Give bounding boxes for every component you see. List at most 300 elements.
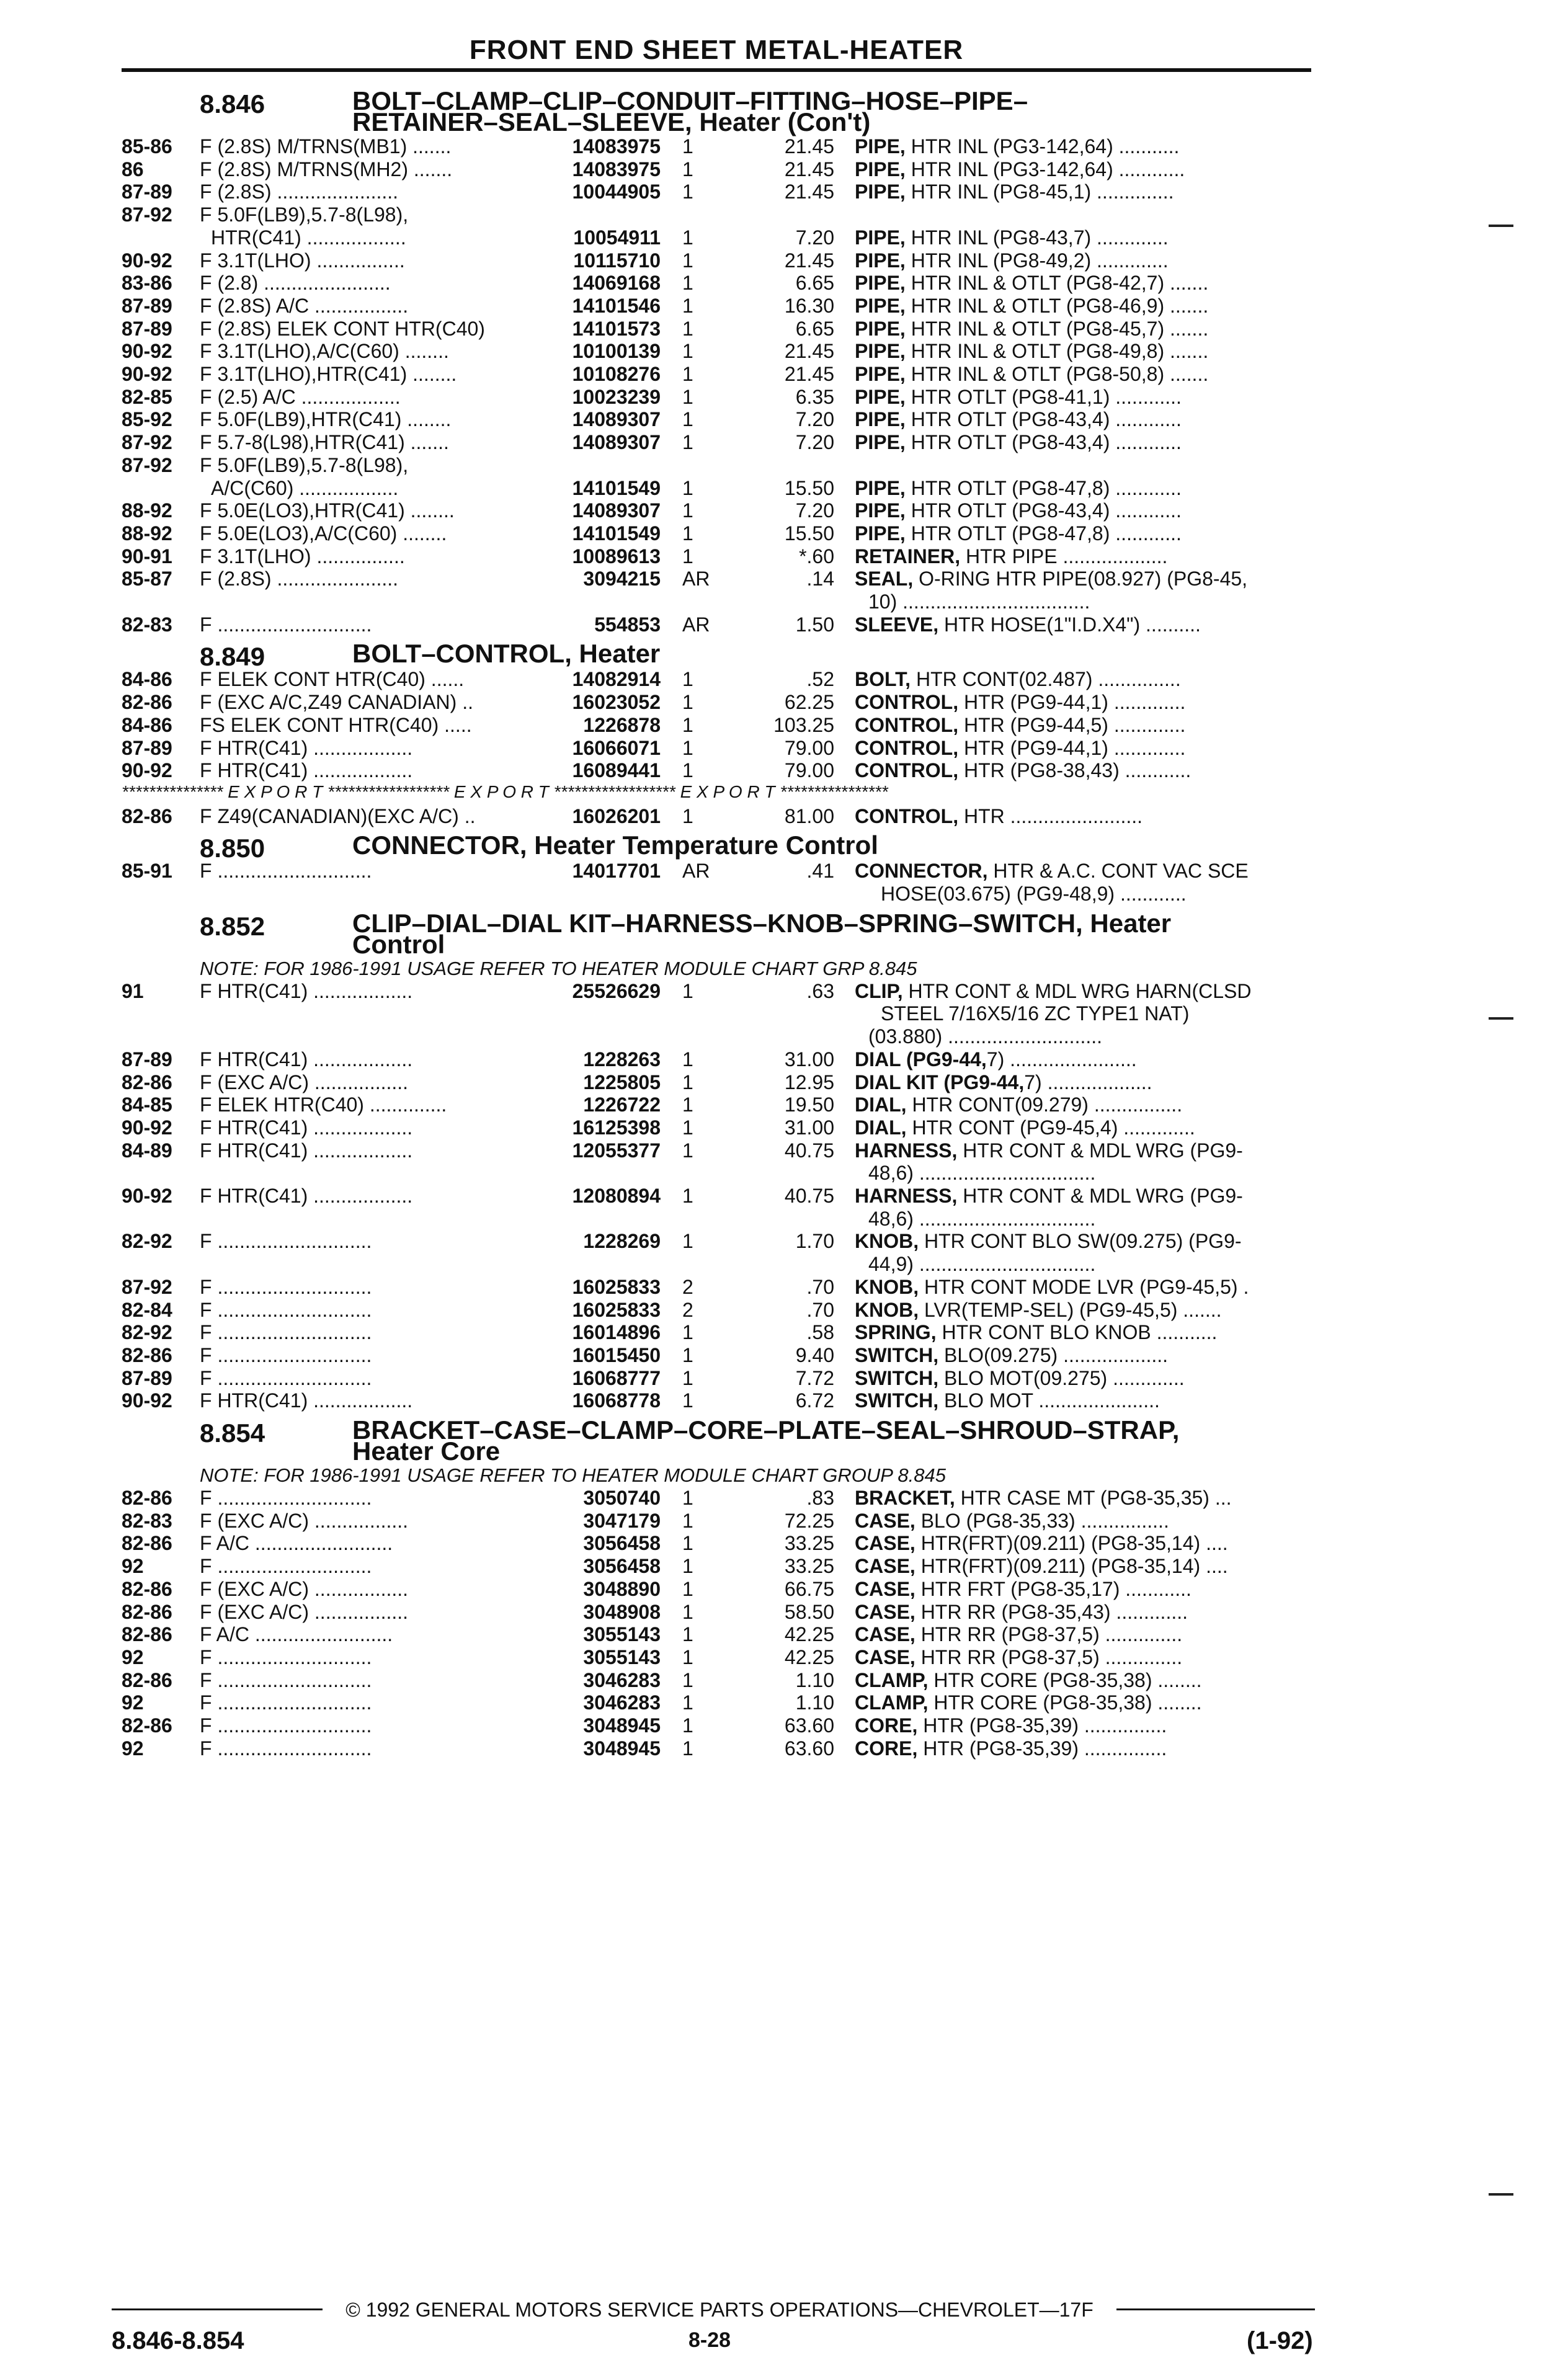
part-description: CONTROL, HTR (PG9-44,1) ............. [855,736,1186,759]
quantity: AR [682,860,710,883]
part-row [0,1646,1568,1668]
application: F HTR(C41) .................. [200,1048,413,1071]
part-description: CASE, HTR RR (PG8-37,5) .............. [855,1623,1183,1646]
quantity: 1 [682,317,693,340]
price: 21.45 [784,135,834,158]
part-row [0,249,1568,272]
part-description: KNOB, HTR CONT MODE LVR (PG9-45,5) . [855,1275,1249,1298]
part-number: 1225805 [583,1071,661,1093]
part-number: 14069168 [572,272,661,295]
part-description: PIPE, HTR OTLT (PG8-43,4) ............ [855,431,1182,454]
section-title-continued: Control [352,929,445,959]
application: F ............................ [200,1366,372,1389]
margin-tick-mark [1489,1017,1513,1020]
model-years: 82-83 [122,613,172,636]
application: F ............................ [200,1714,372,1737]
part-row [0,1487,1568,1509]
section-title: BOLT–CONTROL, Heater [352,639,661,669]
price: 21.45 [784,363,834,385]
model-years: 87-89 [122,736,172,759]
part-number: 14089307 [572,431,661,454]
part-number: 1226722 [583,1093,661,1116]
application: F (2.8S) ELEK CONT HTR(C40) [200,317,485,340]
part-number: 14089307 [572,499,661,522]
section-number: 8.852 [200,911,265,941]
model-years: 90-92 [122,759,172,782]
quantity: 2 [682,1275,693,1298]
footer-edition: (1-92) [1247,2327,1313,2354]
part-row [0,180,1568,203]
part-description: CORE, HTR (PG8-35,39) ............... [855,1737,1167,1760]
export-divider: *************** E X P O R T ****************** E X P O R T ****************** E X P O R T **************** [122,781,888,801]
quantity: 1 [682,1668,693,1691]
quantity: 1 [682,1343,693,1366]
quantity: 1 [682,408,693,431]
price: 21.45 [784,180,834,203]
quantity: 1 [682,979,693,1002]
price: 72.25 [784,1509,834,1532]
part-row [0,737,1568,759]
model-years: 82-86 [122,691,172,714]
description-continuation-row [0,1208,1568,1230]
part-row [0,1601,1568,1623]
application: F A/C ......................... [200,1532,393,1555]
price: 19.50 [784,1093,834,1116]
footer-section-range: 8.846-8.854 [112,2327,244,2354]
part-row [0,363,1568,385]
quantity: 1 [682,545,693,568]
quantity: 1 [682,340,693,363]
part-row [0,568,1568,590]
part-description: BRACKET, HTR CASE MT (PG8-35,35) ... [855,1487,1232,1509]
section-number: 8.846 [200,89,265,118]
model-years: 92 [122,1645,144,1668]
margin-tick-mark [1489,225,1513,227]
price: 1.10 [795,1668,834,1691]
part-row [0,1071,1568,1093]
part-row [0,1185,1568,1207]
application: F ............................ [200,1275,372,1298]
part-row [0,499,1568,522]
part-number: 14101573 [572,317,661,340]
part-description: PIPE, HTR OTLT (PG8-47,8) ............ [855,476,1182,499]
model-years: 85-92 [122,408,172,431]
part-description: PIPE, HTR OTLT (PG8-43,4) ............ [855,499,1182,522]
part-number: 16014896 [572,1321,661,1344]
part-row [0,454,1568,476]
part-row [0,545,1568,568]
application: F ELEK CONT HTR(C40) ...... [200,668,465,691]
model-years: 88-92 [122,522,172,545]
part-description: SLEEVE, HTR HOSE(1"I.D.X4") .......... [855,613,1201,636]
price: 1.70 [795,1230,834,1253]
application: FS ELEK CONT HTR(C40) ..... [200,713,472,736]
price: 7.20 [795,499,834,522]
part-number: 16066071 [572,736,661,759]
price: .41 [806,860,834,883]
price: 7.20 [795,408,834,431]
model-years: 87-89 [122,1366,172,1389]
usage-note: NOTE: FOR 1986-1991 USAGE REFER TO HEATER MODULE CHART GRP 8.845 [200,957,917,979]
part-description: PIPE, HTR INL & OTLT (PG8-42,7) ....... [855,272,1209,295]
model-years: 90-92 [122,1185,172,1207]
model-years: 90-92 [122,1116,172,1139]
section-title: BOLT–CLAMP–CLIP–CONDUIT–FITTING–HOSE–PIPE– [352,86,1028,115]
model-years: 87-92 [122,1275,172,1298]
quantity: AR [682,613,710,636]
part-row [0,386,1568,408]
price: 1.10 [795,1691,834,1714]
part-description: CASE, HTR RR (PG8-35,43) ............. [855,1600,1188,1623]
part-description: CASE, HTR FRT (PG8-35,17) ............ [855,1577,1192,1600]
price: 33.25 [784,1532,834,1555]
price: 42.25 [784,1645,834,1668]
model-years: 87-89 [122,180,172,203]
quantity: 1 [682,249,693,272]
part-description: CASE, HTR RR (PG8-37,5) .............. [855,1645,1183,1668]
model-years: 82-92 [122,1321,172,1344]
model-years: 84-89 [122,1139,172,1162]
part-row [0,340,1568,362]
part-number: 12080894 [572,1185,661,1207]
model-years: 86 [122,158,144,180]
quantity: 1 [682,1509,693,1532]
part-row [0,431,1568,453]
part-number: 3050740 [583,1487,661,1509]
application: F ............................ [200,1230,372,1253]
section-number: 8.850 [200,834,265,863]
part-number: 16068778 [572,1389,661,1412]
application: A/C(C60) .................. [211,476,399,499]
part-description: CLAMP, HTR CORE (PG8-35,38) ........ [855,1668,1202,1691]
application: F ............................ [200,1298,372,1321]
application: F 5.0F(LB9),HTR(C41) ........ [200,408,452,431]
model-years: 84-85 [122,1093,172,1116]
part-number: 16089441 [572,759,661,782]
price: 40.75 [784,1185,834,1207]
quantity: AR [682,568,710,590]
price: 79.00 [784,759,834,782]
part-description: SPRING, HTR CONT BLO KNOB ........... [855,1321,1218,1344]
part-number: 14089307 [572,408,661,431]
part-number: 10054911 [573,226,661,249]
application: F HTR(C41) .................. [200,1185,413,1207]
price: .70 [806,1298,834,1321]
price: 31.00 [784,1048,834,1071]
application: F (EXC A/C) ................. [200,1600,409,1623]
part-description: PIPE, HTR OTLT (PG8-43,4) ............ [855,408,1182,431]
application: F (EXC A/C) ................. [200,1071,409,1093]
model-years: 90-92 [122,340,172,363]
part-number: 14083975 [572,135,661,158]
part-row [0,1737,1568,1760]
part-number: 3055143 [583,1645,661,1668]
part-number: 1228263 [583,1048,661,1071]
model-years: 90-91 [122,545,172,568]
model-years: 82-86 [122,1071,172,1093]
quantity: 1 [682,385,693,408]
application: F ............................ [200,1555,372,1578]
quantity: 1 [682,1714,693,1737]
quantity: 1 [682,1321,693,1344]
part-row [0,714,1568,736]
quantity: 1 [682,1600,693,1623]
model-years: 88-92 [122,499,172,522]
price: 7.20 [795,431,834,454]
application: F (2.8) ....................... [200,272,391,295]
section-number: 8.854 [200,1418,265,1448]
quantity: 1 [682,1230,693,1253]
application: F HTR(C41) .................. [200,979,413,1002]
price: 1.50 [795,613,834,636]
application: F ............................ [200,1645,372,1668]
application: F 3.1T(LHO) ................ [200,249,405,272]
model-years: 92 [122,1737,144,1760]
part-number: 3056458 [583,1532,661,1555]
quantity: 1 [682,1577,693,1600]
application: F (2.5) A/C .................. [200,385,401,408]
part-number: 3046283 [583,1691,661,1714]
price: 6.72 [795,1389,834,1412]
price: 9.40 [795,1343,834,1366]
price: 63.60 [784,1714,834,1737]
part-description: PIPE, HTR INL (PG8-43,7) ............. [855,226,1169,249]
quantity: 2 [682,1298,693,1321]
quantity: 1 [682,1139,693,1162]
part-description: 44,9) ................................ [868,1253,1096,1276]
part-description: DIAL, HTR CONT (PG9-45,4) ............. [855,1116,1195,1139]
application: F ............................ [200,1668,372,1691]
part-description: CASE, HTR(FRT)(09.211) (PG8-35,14) .... [855,1555,1228,1578]
model-years: 87-89 [122,317,172,340]
part-description: KNOB, HTR CONT BLO SW(09.275) (PG9- [855,1230,1242,1253]
model-years: 82-86 [122,1600,172,1623]
price: 62.25 [784,691,834,714]
model-years: 87-92 [122,203,172,226]
price: 79.00 [784,736,834,759]
model-years: 82-86 [122,1623,172,1646]
model-years: 82-86 [122,1532,172,1555]
part-number: 554853 [594,613,661,636]
application: F HTR(C41) .................. [200,1116,413,1139]
part-number: 16025833 [572,1298,661,1321]
part-row [0,1093,1568,1116]
part-description: CONTROL, HTR (PG9-44,1) ............. [855,691,1186,714]
part-row [0,1299,1568,1321]
application: F (2.8S) M/TRNS(MH2) ....... [200,158,453,180]
price: 31.00 [784,1116,834,1139]
part-row [0,1389,1568,1412]
quantity: 1 [682,272,693,295]
part-description: PIPE, HTR INL & OTLT (PG8-49,8) ....... [855,340,1209,363]
price: 21.45 [784,340,834,363]
quantity: 1 [682,1389,693,1412]
part-number: 1226878 [583,713,661,736]
part-description: CONNECTOR, HTR & A.C. CONT VAC SCE [855,860,1249,883]
part-description: HARNESS, HTR CONT & MDL WRG (PG9- [855,1185,1243,1207]
quantity: 1 [682,759,693,782]
quantity: 1 [682,363,693,385]
price: .52 [806,668,834,691]
model-years: 82-83 [122,1509,172,1532]
application: F 3.1T(LHO),A/C(C60) ........ [200,340,449,363]
part-number: 1228269 [583,1230,661,1253]
part-row [0,1230,1568,1252]
quantity: 1 [682,668,693,691]
part-number: 3048890 [583,1577,661,1600]
part-row [0,1116,1568,1139]
quantity: 1 [682,522,693,545]
quantity: 1 [682,1645,693,1668]
part-description: PIPE, HTR INL (PG3-142,64) ........... [855,135,1180,158]
quantity: 1 [682,476,693,499]
part-number: 16125398 [572,1116,661,1139]
footer-rule-left [112,2308,323,2310]
part-description: CLIP, HTR CONT & MDL WRG HARN(CLSD [855,979,1252,1002]
price: 21.45 [784,158,834,180]
application: F (EXC A/C) ................. [200,1577,409,1600]
section-title: CONNECTOR, Heater Temperature Control [352,830,878,860]
part-number: 3048908 [583,1600,661,1623]
margin-tick-mark [1489,2193,1513,2196]
quantity: 1 [682,1691,693,1714]
part-row [0,158,1568,180]
description-continuation-row [0,883,1568,905]
quantity: 1 [682,1048,693,1071]
quantity: 1 [682,713,693,736]
application: F (2.8S) A/C ................. [200,294,409,317]
model-years: 84-86 [122,668,172,691]
part-description: PIPE, HTR INL (PG3-142,64) ............ [855,158,1185,180]
page-title: FRONT END SHEET METAL-HEATER [469,35,964,65]
part-row [0,318,1568,340]
price: 16.30 [784,294,834,317]
application: F HTR(C41) .................. [200,736,413,759]
part-row [0,1139,1568,1162]
price: .63 [806,979,834,1002]
quantity: 1 [682,736,693,759]
model-years: 84-86 [122,713,172,736]
part-description: HOSE(03.675) (PG9-48,9) ............ [881,883,1187,905]
part-row [0,203,1568,226]
price: 40.75 [784,1139,834,1162]
part-number: 16026201 [572,804,661,827]
part-row [0,408,1568,430]
quantity: 1 [682,1532,693,1555]
part-number: 16015450 [572,1343,661,1366]
part-number: 3048945 [583,1714,661,1737]
description-continuation-row [0,1253,1568,1275]
quantity: 1 [682,1116,693,1139]
section-title-continued: RETAINER–SEAL–SLEEVE, Heater (Con't) [352,107,871,136]
part-row [0,1367,1568,1389]
part-description: 48,6) ................................ [868,1162,1096,1185]
application: F 3.1T(LHO),HTR(C41) ........ [200,363,457,385]
part-number: 16068777 [572,1366,661,1389]
application: F ............................ [200,1737,372,1760]
part-row [0,1578,1568,1600]
part-number: 10108276 [572,363,661,385]
application: F ............................ [200,1691,372,1714]
part-row [0,1532,1568,1554]
part-row [0,477,1568,499]
part-description: PIPE, HTR OTLT (PG8-41,1) ............ [855,385,1182,408]
part-description: CONTROL, HTR (PG8-38,43) ............ [855,759,1192,782]
part-description: RETAINER, HTR PIPE ................... [855,545,1168,568]
model-years: 87-89 [122,1048,172,1071]
price: 63.60 [784,1737,834,1760]
part-number: 14083975 [572,158,661,180]
part-number: 3047179 [583,1509,661,1532]
part-number: 14101546 [572,294,661,317]
part-row [0,1276,1568,1298]
part-row [0,668,1568,690]
application: F 5.0F(LB9),5.7-8(L98), [200,453,409,476]
quantity: 1 [682,294,693,317]
model-years: 82-86 [122,804,172,827]
part-number: 10044905 [572,180,661,203]
part-description: SEAL, O-RING HTR PIPE(08.927) (PG8-45, [855,568,1248,590]
part-description: CORE, HTR (PG8-35,39) ............... [855,1714,1167,1737]
part-description: PIPE, HTR INL (PG8-45,1) .............. [855,180,1174,203]
part-row [0,1321,1568,1343]
price: .70 [806,1275,834,1298]
model-years: 82-86 [122,1343,172,1366]
part-number: 14082914 [572,668,661,691]
section-number: 8.849 [200,642,265,672]
part-description: PIPE, HTR INL & OTLT (PG8-45,7) ....... [855,317,1209,340]
model-years: 87-89 [122,294,172,317]
part-description: PIPE, HTR INL & OTLT (PG8-46,9) ....... [855,294,1209,317]
part-description: SWITCH, BLO(09.275) ................... [855,1343,1169,1366]
part-row [0,295,1568,317]
section-title: CLIP–DIAL–DIAL KIT–HARNESS–KNOB–SPRING–SWITCH, Heater [352,908,1172,938]
application: F HTR(C41) .................. [200,1389,413,1412]
part-description: KNOB, LVR(TEMP-SEL) (PG9-45,5) ....... [855,1298,1222,1321]
price: *.60 [799,545,834,568]
part-number: 3056458 [583,1555,661,1578]
quantity: 1 [682,499,693,522]
quantity: 1 [682,226,693,249]
part-number: 3094215 [583,568,661,590]
model-years: 82-85 [122,385,172,408]
quantity: 1 [682,1366,693,1389]
application: F 5.0F(LB9),5.7-8(L98), [200,203,409,226]
price: 15.50 [784,522,834,545]
part-row [0,860,1568,882]
application: HTR(C41) .................. [211,226,406,249]
quantity: 1 [682,1093,693,1116]
part-description: BOLT, HTR CONT(02.487) ............... [855,668,1181,691]
part-row [0,1714,1568,1737]
part-row [0,1510,1568,1532]
part-row [0,1344,1568,1366]
part-number: 10100139 [572,340,661,363]
model-years: 85-86 [122,135,172,158]
part-row [0,613,1568,636]
price: .83 [806,1487,834,1509]
part-number: 12055377 [572,1139,661,1162]
price: 6.35 [795,385,834,408]
part-description: CLAMP, HTR CORE (PG8-35,38) ........ [855,1691,1202,1714]
price: 81.00 [784,804,834,827]
price: .58 [806,1321,834,1344]
quantity: 1 [682,1623,693,1646]
model-years: 85-91 [122,860,172,883]
application: F (EXC A/C) ................. [200,1509,409,1532]
application: F ............................ [200,613,372,636]
part-number: 25526629 [572,979,661,1002]
